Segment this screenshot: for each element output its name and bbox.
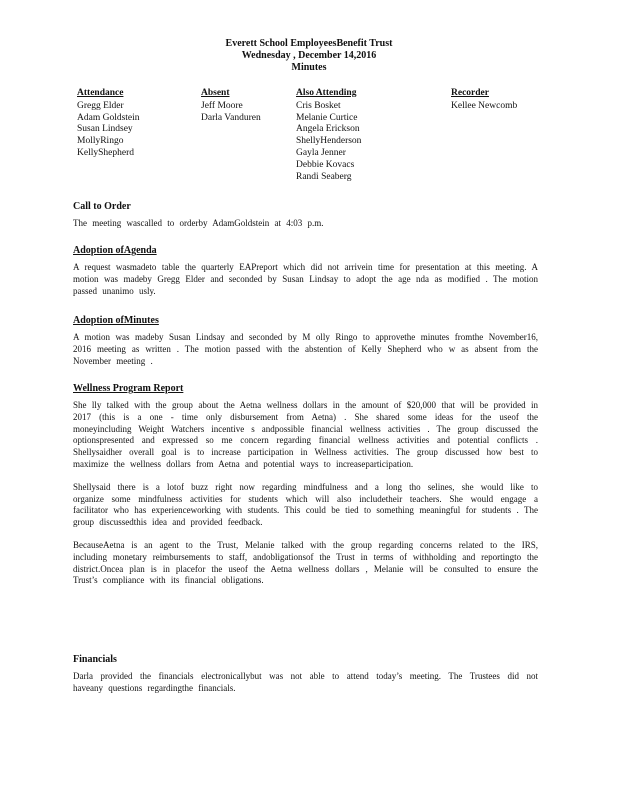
also-attending-heading: Also Attending xyxy=(296,88,357,98)
attendance-column xyxy=(77,88,140,160)
recorder-heading: Recorder xyxy=(451,88,489,98)
call-to-order-section xyxy=(73,201,538,241)
adoption-minutes-section xyxy=(73,315,538,378)
adoption-agenda-section xyxy=(73,245,538,308)
document-title: Everett School EmployeesBenefit Trust xyxy=(225,38,393,49)
also-attending-column xyxy=(296,88,361,183)
guest-name: Debbie Kovacs xyxy=(296,159,355,170)
section-heading: Call to Order xyxy=(73,201,131,212)
section-paragraph: The meeting wascalled to orderby AdamGoldstein at 4:03 p.m. xyxy=(73,218,324,228)
guest-name: ShellyHenderson xyxy=(296,136,362,147)
wellness-section xyxy=(73,383,538,598)
absent-heading: Absent xyxy=(201,88,230,98)
financials-section xyxy=(73,654,538,706)
section-paragraph: Darla provided the financials electronicallybut was not able to attend today’s meeting. The Trustees did not haveany questions regardingthe financials. xyxy=(73,671,538,693)
attendee-name: Susan Lindsey xyxy=(77,124,133,135)
section-paragraph: Shellysaid there is a lotof buzz right now regarding mindfulness and a long tho selines, she would like to organize some mindfulness activities for students which will also includetheir teachers. She would engage a facilitator who has experienceworking with students. This could be tied to something meaningful for students . The group discussedthis idea and provided feedback. xyxy=(73,481,538,528)
section-heading: Financials xyxy=(73,654,117,665)
document-subtitle: Minutes xyxy=(291,62,327,73)
section-paragraph: BecauseAetna is an agent to the Trust, Melanie talked with the group regarding concerns related to the IRS, including monetary reimbursements to staff, andobligationsof the Trust in terms of withholding and reportingto the district.Oncea plan is in placefor the useof the Aetna wellness dollars , Melanie will be consulted to ensure the Trust’s compliance with its financial obligations. xyxy=(73,539,538,586)
section-paragraph: She lly talked with the group about the Aetna wellness dollars in the amount of $20,000 that will be provided in 2017 (this is a one - time only disbursement from Aetna) . She shared some ideas for the useof the moneyincluding Weight Watchers incentive s andpossible financial wellness activities . The group discussed the optionspresented and expressed so me concern regarding financial wellness activities and potential conflicts . Shellysaidher overall goal is to increase participation in Wellness activities. The group discussed how best to maximize the wellness dollars from Aetna and potential ways to increaseparticipation. xyxy=(73,400,538,469)
attendee-name: MollyRingo xyxy=(77,136,124,147)
recorder-name: Kellee Newcomb xyxy=(451,100,518,111)
section-heading: Wellness Program Report xyxy=(73,383,184,394)
guest-name: Randi Seaberg xyxy=(296,171,352,182)
recorder-column xyxy=(451,88,517,113)
guest-name: Melanie Curtice xyxy=(296,112,358,123)
absent-name: Jeff Moore xyxy=(201,100,243,111)
section-paragraph: A request wasmadeto table the quarterly EAPreport which did not arrivein time for presentation at this meeting. A motion was madeby Gregg Elder and seconded by Susan Lindsay to adopt the age nda as modified . The motion passed unanimo usly. xyxy=(73,262,538,296)
attendee-name: KellyShepherd xyxy=(77,147,134,158)
attendee-name: Gregg Elder xyxy=(77,100,124,111)
attendance-heading: Attendance xyxy=(77,88,124,98)
absent-name: Darla Vanduren xyxy=(201,112,261,123)
absent-column xyxy=(201,88,261,124)
attendee-name: Adam Goldstein xyxy=(77,112,140,123)
guest-name: Cris Bosket xyxy=(296,100,341,111)
guest-name: Gayla Jenner xyxy=(296,147,346,158)
section-heading: Adoption ofMinutes xyxy=(73,315,159,326)
section-heading: Adoption ofAgenda xyxy=(73,245,157,256)
section-paragraph: A motion was madeby Susan Lindsay and seconded by M olly Ringo to approvethe minutes fromthe November16, 2016 meeting as written . The motion passed with the abstention of Kelly Shepherd who w as absent from the November meeting . xyxy=(73,332,538,366)
guest-name: Angela Erickson xyxy=(296,124,360,135)
meeting-date: Wednesday , December 14,2016 xyxy=(241,50,377,61)
